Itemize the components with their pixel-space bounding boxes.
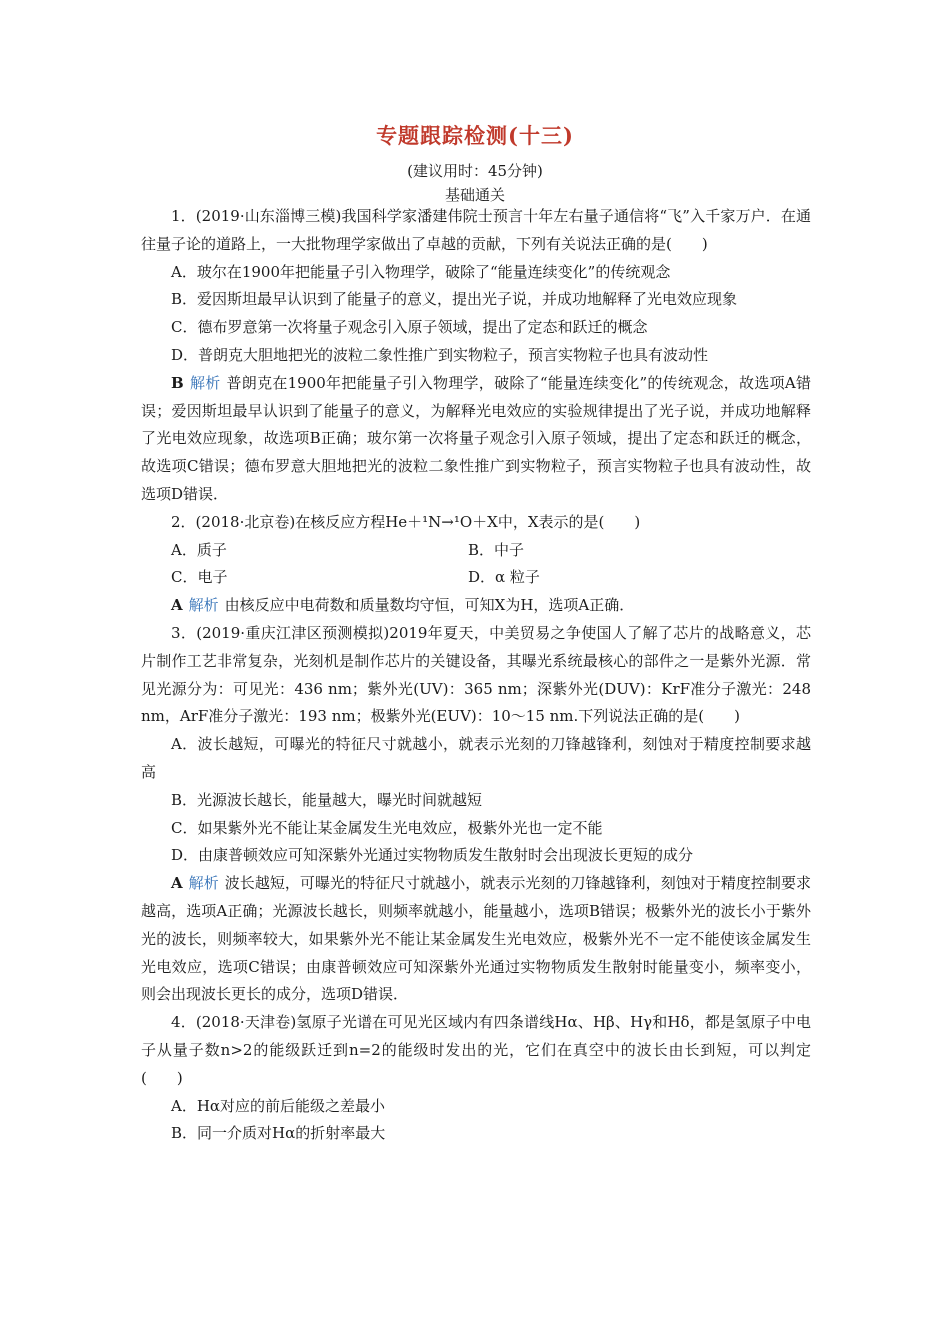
question-3-answer-letter: A (171, 874, 183, 893)
question-2-explanation: 由核反应中电荷数和质量数均守恒，可知X为H，选项A正确． (224, 596, 635, 615)
suggested-time: (建议用时：45分钟) (407, 162, 543, 180)
question-2-option-c: C．电子 (171, 568, 228, 587)
question-4-option-b: B．同一介质对Hα的折射率最大 (171, 1124, 386, 1143)
question-2-answer-letter: A (171, 596, 183, 615)
question-2-analysis-tag: 解析 (188, 596, 219, 615)
question-3-analysis-tag: 解析 (188, 874, 219, 893)
question-4-option-a: A．Hα对应的前后能级之差最小 (171, 1096, 386, 1115)
question-3-explanation: 波长越短，可曝光的特征尺寸就越小，就表示光刻的刀锋越锋利，刻蚀对于精度控制要求越高，选项A正确；光源波长越长，则频率就越小，能量越小，选项B错误；极紫外光的波长小于紫外光的波长，则频率较大，如果紫外光不能让某金属发生光电效应，极紫外光不一定不能使该金属发生光电效应，选项C错误；由康普顿效应可知深紫外光通过实物物质发生散射时能量变小，频率变小，则会出现波长更长的成分，选项D错误． (141, 874, 811, 1004)
question-list (141, 203, 811, 1148)
question-1-analysis-tag: 解析 (189, 373, 221, 392)
question-2-answer (141, 592, 811, 620)
question-3-stem: 3．(2019·重庆江津区预测模拟)2019年夏天，中美贸易之争使国人了解了芯片的战略意义，芯片制作工艺非常复杂，光刻机是制作芯片的关键设备，其曝光系统最核心的部件之一是紫外光源．常见光源分为：可见光：436 nm；紫外光(UV)：365 nm；深紫外光(DUV)：KrF准分子激光：248 nm，ArF准分子激光：193 nm；极紫外光(EUV)：10～15 nm.下列说法正确的是( ) (141, 623, 811, 726)
question-2-option-b: B．中子 (468, 540, 525, 559)
question-1-option-d: D．普朗克大胆地把光的波粒二象性推广到实物粒子，预言实物粒子也具有波动性 (171, 345, 709, 364)
question-3-answer (141, 870, 811, 1009)
question-4-stem: 4．(2018·天津卷)氢原子光谱在可见光区域内有四条谱线Hα、Hβ、Hγ和Hδ，都是氢原子中电子从量子数n>2的能级跃迁到n=2的能级时发出的光，它们在真空中的波长由长到短，可以判定( ) (141, 1013, 811, 1087)
question-1-option-b: B．爱因斯坦最早认识到了能量子的意义，提出光子说，并成功地解释了光电效应现象 (171, 290, 738, 309)
question-1-option-a: A．玻尔在1900年把能量子引入物理学，破除了“能量连续变化”的传统观念 (171, 262, 671, 281)
question-3-option-b: B．光源波长越长，能量越大，曝光时间就越短 (171, 790, 483, 809)
question-3-option-c: C．如果紫外光不能让某金属发生光电效应，极紫外光也一定不能 (171, 818, 603, 837)
page-title: 专题跟踪检测(十三) (376, 123, 574, 148)
question-3-option-d: D．由康普顿效应可知深紫外光通过实物物质发生散射时会出现波长更短的成分 (171, 846, 694, 865)
section-heading: 基础通关 (444, 186, 505, 204)
question-2-options-row-2 (141, 564, 811, 592)
question-1-answer-letter: B (171, 373, 184, 392)
question-2-option-d: D．α 粒子 (468, 568, 540, 587)
question-1-answer (141, 370, 811, 509)
question-2-option-a: A．质子 (171, 540, 227, 559)
question-1-option-c: C．德布罗意第一次将量子观念引入原子领域，提出了定态和跃迁的概念 (171, 318, 648, 337)
question-2-options-row-1 (141, 537, 811, 565)
question-1-explanation: 普朗克在1900年把能量子引入物理学，破除了“能量连续变化”的传统观念，故选项A错误；爱因斯坦最早认识到了能量子的意义，为解释光电效应的实验规律提出了光子说，并成功地解释了光电效应现象，故选项B正确；玻尔第一次将量子观念引入原子领域，提出了定态和跃迁的概念，故选项C错误；德布罗意大胆地把光的波粒二象性推广到实物粒子，预言实物粒子也具有波动性，故选项D错误． (141, 373, 811, 503)
question-1-stem: 1．(2019·山东淄博三模)我国科学家潘建伟院士预言十年左右量子通信将“飞”入千家万户．在通往量子论的道路上，一大批物理学家做出了卓越的贡献，下列有关说法正确的是( ) (141, 207, 811, 253)
question-2-stem: 2．(2018·北京卷)在核反应方程He＋¹N→¹O＋X中，X表示的是( ) (171, 512, 641, 531)
question-3-option-a: A．波长越短，可曝光的特征尺寸就越小，就表示光刻的刀锋越锋利，刻蚀对于精度控制要求越高 (141, 735, 811, 781)
